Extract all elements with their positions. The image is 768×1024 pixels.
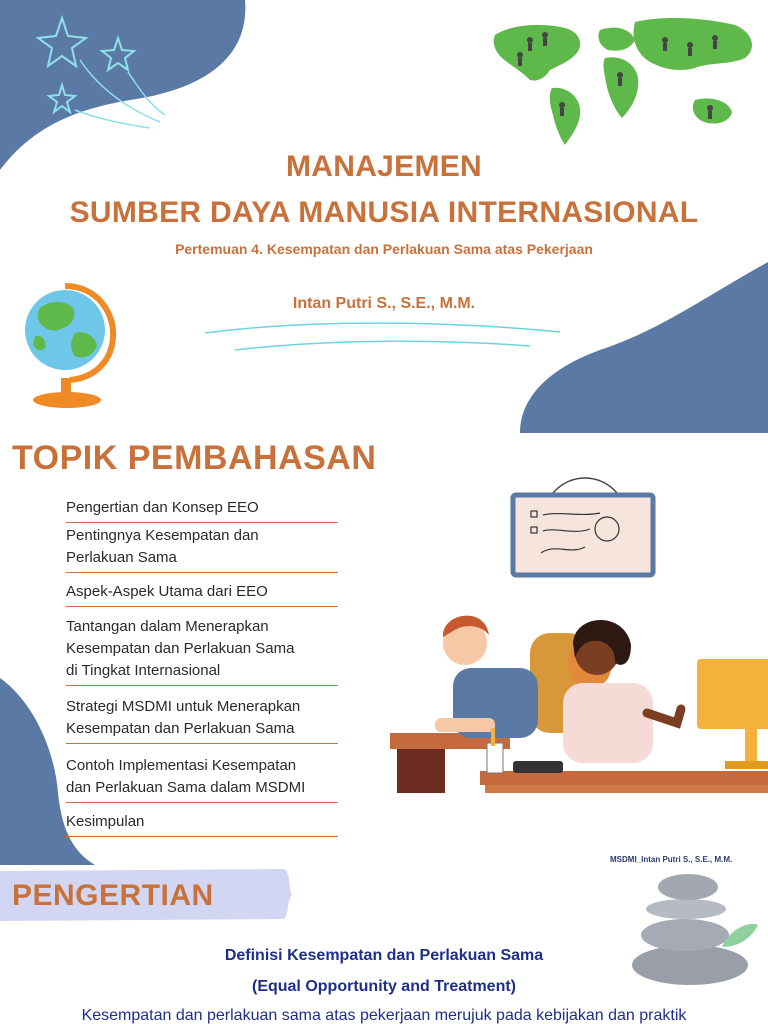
world-map-people-icon <box>490 10 762 150</box>
topic-item-4 <box>66 616 338 686</box>
topic-item-2-line1: Pentingnya Kesempatan dan <box>66 527 259 544</box>
definition-title-line1: Definisi Kesempatan dan Perlakuan Sama <box>224 947 544 964</box>
office-team-illustration <box>385 473 768 793</box>
topics-heading: TOPIK PEMBAHASAN <box>12 439 377 477</box>
definition-slide <box>0 865 768 1024</box>
topic-item-7 <box>66 811 338 837</box>
topic-item-4-line2: Kesempatan dan Perlakuan Sama <box>66 640 295 657</box>
cover-title-line1: MANAJEMEN <box>285 150 483 183</box>
topic-item-7-line1: Kesimpulan <box>66 813 145 830</box>
topic-item-3-line1: Aspek-Aspek Utama dari EEO <box>66 583 268 600</box>
topics-footer: MSDMI_Intan Putri S., S.E., M.M. <box>610 855 733 864</box>
topic-item-5-line2: Kesempatan dan Perlakuan Sama <box>66 720 295 737</box>
definition-heading: PENGERTIAN <box>12 879 214 912</box>
cover-subtitle: Pertemuan 4. Kesempatan dan Perlakuan Sama atas Pekerjaan <box>175 241 593 257</box>
topic-item-2 <box>66 525 338 573</box>
cover-author: Intan Putri S., S.E., M.M. <box>292 295 476 312</box>
topics-slide <box>0 433 768 865</box>
topic-item-2-line2: Perlakuan Sama <box>66 549 177 566</box>
topic-item-6-line2: dan Perlakuan Sama dalam MSDMI <box>66 779 306 796</box>
definition-body: Kesempatan dan perlakuan sama atas pekerjaan merujuk pada kebijakan dan praktik <box>81 1007 687 1024</box>
topic-item-3 <box>66 581 338 607</box>
topic-item-5 <box>66 696 338 744</box>
topic-item-1 <box>66 497 338 523</box>
cover-slide <box>0 0 768 433</box>
topic-item-4-line3: di Tingkat Internasional <box>66 662 221 679</box>
topic-item-4-line1: Tantangan dalam Menerapkan <box>66 618 269 635</box>
topic-item-6-line1: Contoh Implementasi Kesempatan <box>66 757 297 774</box>
topic-item-5-line1: Strategi MSDMI untuk Menerapkan <box>66 698 301 715</box>
stars-icon <box>30 10 180 140</box>
topic-item-6 <box>66 755 338 803</box>
definition-title-line2: (Equal Opportunity and Treatment) <box>251 978 516 995</box>
cover-title-line2: SUMBER DAYA MANUSIA INTERNASIONAL <box>69 196 699 229</box>
topic-item-1-line1: Pengertian dan Konsep EEO <box>66 499 259 516</box>
